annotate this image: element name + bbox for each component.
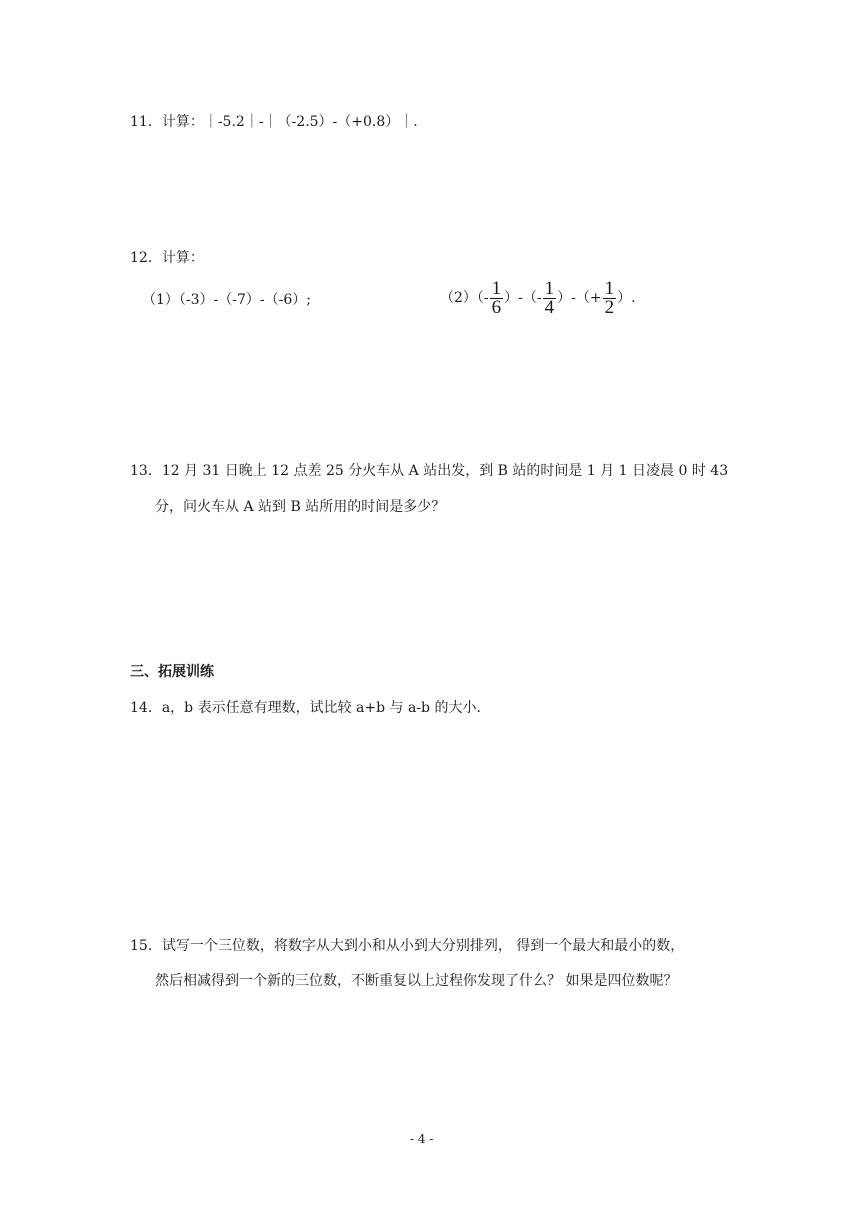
section-3-title: 三、拓展训练	[130, 664, 214, 680]
question-15-line-1: 15．试写一个三位数，将数字从大到小和从小到大分别排列， 得到一个最大和最小的数，	[130, 938, 685, 954]
question-13-line-1: 13．12 月 31 日晚上 12 点差 25 分火车从 A 站出发，到 B 站的时间是 1 月 1 日凌晨 0 时 43	[130, 463, 729, 479]
part-2-prefix: （2）（-	[440, 290, 489, 306]
page-number: - 4 -	[410, 1132, 434, 1146]
question-13-line-2: 分，问火车从 A 站到 B 站所用的时间是多少？	[155, 499, 446, 515]
question-11	[130, 112, 418, 132]
part-2-mid-1: ）-（-	[504, 290, 542, 306]
question-15-line-2: 然后相减得到一个新的三位数，不断重复以上过程你发现了什么？ 如果是四位数呢？	[155, 973, 678, 989]
fraction-one-sixth: $\frac{1}{6}$	[491, 277, 502, 318]
question-12-part-2	[440, 278, 636, 318]
question-12-label: 12．计算：	[130, 250, 204, 266]
part-2-mid-2: ）-（+	[557, 290, 602, 306]
question-14: 14．a，b 表示任意有理数，试比较 a+b 与 a-b 的大小.	[130, 700, 481, 716]
fraction-one-half: $\frac{1}{2}$	[604, 277, 615, 318]
fraction-one-quarter: $\frac{1}{4}$	[544, 277, 555, 318]
question-12-part-1: （1）（-3）-（-7）-（-6）;	[142, 292, 311, 308]
part-2-suffix: ）.	[617, 290, 636, 306]
question-11-expression: ｜-5.2｜-｜（-2.5）-（+0.8）｜.	[203, 114, 418, 130]
question-11-label: 11．计算：	[130, 114, 204, 130]
